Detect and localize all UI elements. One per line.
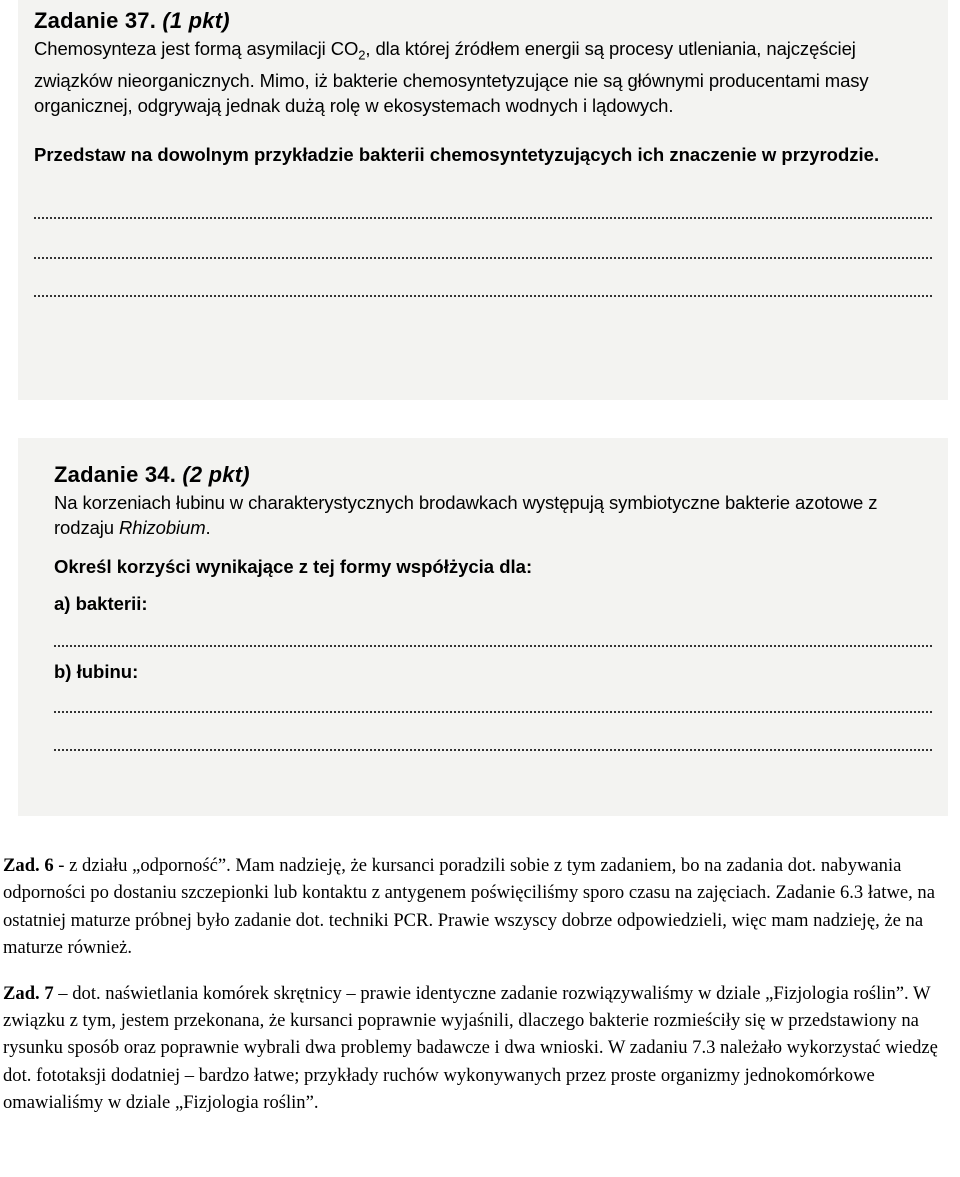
task-34-part-a: a) bakterii: (54, 593, 148, 614)
task-37-text-start: Chemosynteza jest formą asymilacji CO (34, 38, 359, 59)
task-34-text (54, 490, 932, 540)
task-34-question: Określ korzyści wynikające z tej formy współżycia dla: (54, 556, 533, 577)
answer-line (34, 295, 932, 297)
comment-label: Zad. 7 (3, 982, 54, 1004)
scan-task-37 (18, 0, 948, 400)
task-34-points: (2 pkt) (182, 462, 250, 487)
task-34-genus: Rhizobium (119, 517, 206, 538)
answer-line (54, 711, 932, 713)
answer-line (54, 749, 932, 751)
answer-line (54, 645, 932, 647)
task-34-part-b: b) łubinu: (54, 661, 139, 682)
answer-line (34, 257, 932, 259)
task-34-heading (54, 462, 932, 488)
task-34-text-end: . (205, 517, 211, 538)
task-37-points: (1 pkt) (162, 8, 230, 33)
teacher-commentary (3, 852, 953, 1117)
task-37-text (34, 36, 932, 118)
scan-task-34 (18, 438, 948, 816)
comment-text: - z działu „odporność”. Mam nadzieję, że kursanci poradzili sobie z tym zadaniem, bo na zadania dot. nabywania odporności po dostaniu szczepionki lub kontaktu z antygenem poświęciliśmy sporo czasu na zajęciach. Zadanie 6.3 łatwe, na ostatniej maturze próbnej było zadanie dot. techniki PCR. Prawie wszyscy dobrze odpowiedzieli, więc mam nadzieję, że na maturze również. (3, 855, 935, 959)
comment-text: – dot. naświetlania komórek skrętnicy – prawie identyczne zadanie rozwiązywaliśmy w dziale „Fizjologia roślin”. W związku z tym, jestem przekonana, że kursanci poprawnie wyjaśnili, dlaczego bakterie rozmieściły się w przedstawiony na rysunku sposób oraz poprawnie wybrali dwa problemy badawcze i dwa wnioski. W zadaniu 7.3 należało wykorzystać wiedzę dot. fototaksji dodatniej – bardzo łatwe; przykłady ruchów wykonywanych przez proste organizmy jednokomórkowe omawialiśmy w dziale „Fizjologia roślin”. (3, 982, 938, 1114)
task-37-title: Zadanie 37. (34, 8, 157, 33)
task-37-text-rest: , dla której źródłem energii są procesy utleniania, najczęściej związków nieorganicznych. Mimo, iż bakterie chemosyntetyzujące nie są głównymi producentami masy organicznej, odgrywają jednak dużą rolę w ekosystemach wodnych i lądowych. (34, 38, 869, 116)
task-37-heading (34, 8, 932, 34)
task-34-title: Zadanie 34. (54, 462, 177, 487)
co2-subscript: 2 (358, 47, 366, 63)
comment-zad-6 (3, 852, 953, 962)
comment-label: Zad. 6 (3, 855, 54, 876)
task-34-text-main: Na korzeniach łubinu w charakterystycznych brodawkach występują symbiotyczne bakterie azotowe z rodzaju (54, 492, 878, 538)
comment-zad-7 (3, 980, 953, 1117)
answer-line (34, 217, 932, 219)
task-37-question: Przedstaw na dowolnym przykładzie bakterii chemosyntetyzujących ich znaczenie w przyrodzie. (34, 143, 880, 165)
